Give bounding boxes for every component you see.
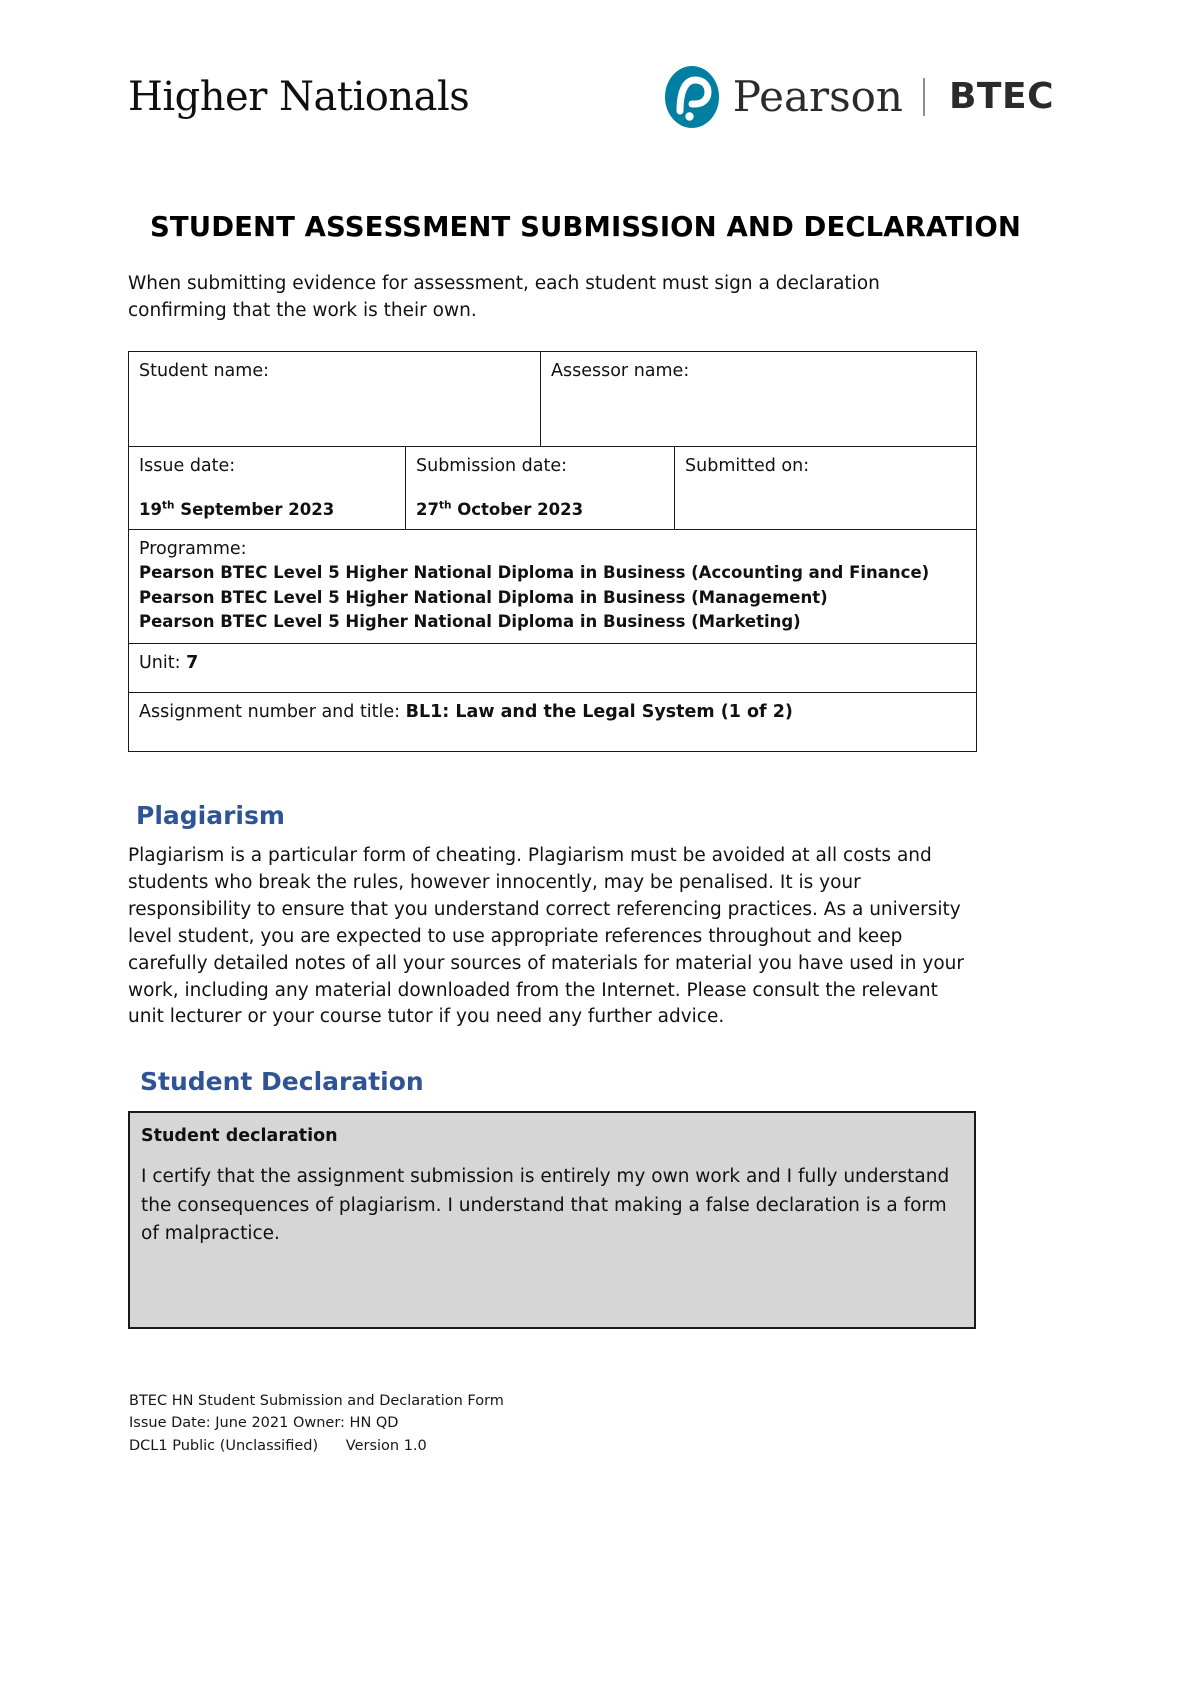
submission-details-table [128,351,977,752]
unit-label: Unit: [139,653,187,674]
submission-date-label: Submission date: [416,456,568,477]
document-header [128,52,1072,142]
issue-date-value [139,499,396,520]
intro-paragraph: When submitting evidence for assessment, each student must sign a declaration confirming that the work is their own. [128,272,880,321]
submission-date-value [416,499,665,520]
programme-line: Pearson BTEC Level 5 Higher National Diploma in Business (Accounting and Finance) [139,563,930,583]
plagiarism-paragraph: Plagiarism is a particular form of cheating. Plagiarism must be avoided at all costs and students who break the rules, however innocently, may be penalised. It is your responsibility to ensure that you understand correct referencing practices. As a university level student, you are expected to use appropriate references throughout and keep carefully detailed notes of all your sources of materials for material you have used in your work, including any material downloaded from the Internet. Please consult the relevant unit lecturer or your course tutor if you need any further advice. [128,845,964,1028]
table-row-programme [129,529,977,643]
document-footer [129,1390,889,1457]
issue-date-ordinal: th [161,499,175,512]
programme-label: Programme: [139,538,247,559]
student-declaration-box-title: Student declaration [141,1126,338,1147]
footer-line-classification-version: DCL1 Public (Unclassified) Version 1.0 [129,1437,427,1454]
submission-date-ordinal: th [438,499,452,512]
issue-date-rest: September 2023 [174,500,335,520]
assignment-label: Assignment number and title: [139,702,406,723]
student-declaration-box[interactable] [128,1111,976,1329]
submission-date-day: 27 [416,500,439,520]
cell-programme[interactable] [129,529,977,643]
student-name-label: Student name: [139,361,269,382]
page-title: STUDENT ASSESSMENT SUBMISSION AND DECLARATION [150,211,1021,243]
programme-line: Pearson BTEC Level 5 Higher National Diploma in Business (Management) [139,587,828,607]
cell-student-name[interactable] [129,352,541,447]
logo-divider [923,78,925,116]
document-content [128,211,1021,1329]
programme-line: Pearson BTEC Level 5 Higher National Diploma in Business (Marketing) [139,612,801,632]
cell-submitted-on[interactable] [675,447,977,529]
assignment-value: BL1: Law and the Legal System (1 of 2) [405,702,793,723]
unit-value: 7 [186,653,199,674]
cell-submission-date[interactable] [406,447,675,529]
issue-date-day: 19 [139,500,162,520]
footer-line-form-name: BTEC HN Student Submission and Declaration Form [129,1393,504,1409]
student-declaration-box-body: I certify that the assignment submission is entirely my own work and I fully understand the consequences of plagiarism. I understand that making a false declaration is a form of malpractice. [141,1166,950,1244]
cell-assessor-name[interactable] [541,352,977,447]
issue-date-label: Issue date: [139,456,236,477]
footer-line-issue-owner: Issue Date: June 2021 Owner: HN QD [129,1415,399,1432]
submitted-on-label: Submitted on: [685,456,810,477]
cell-assignment[interactable] [129,693,977,752]
table-row-dates [129,447,977,529]
higher-nationals-wordmark: Higher Nationals [128,74,470,120]
table-row-names [129,352,977,447]
cell-issue-date[interactable] [129,447,406,529]
student-declaration-heading: Student Declaration [140,1067,424,1097]
assessor-name-label: Assessor name: [551,361,690,382]
pearson-btec-logo [665,66,1072,128]
plagiarism-heading: Plagiarism [136,801,285,831]
table-row-assignment [129,693,977,752]
submission-date-rest: October 2023 [451,500,584,520]
btec-wordmark: BTEC [948,76,1054,117]
pearson-interrobang-icon [665,66,719,128]
cell-unit[interactable] [129,644,977,693]
table-row-unit [129,644,977,693]
pearson-wordmark: Pearson [732,72,903,121]
